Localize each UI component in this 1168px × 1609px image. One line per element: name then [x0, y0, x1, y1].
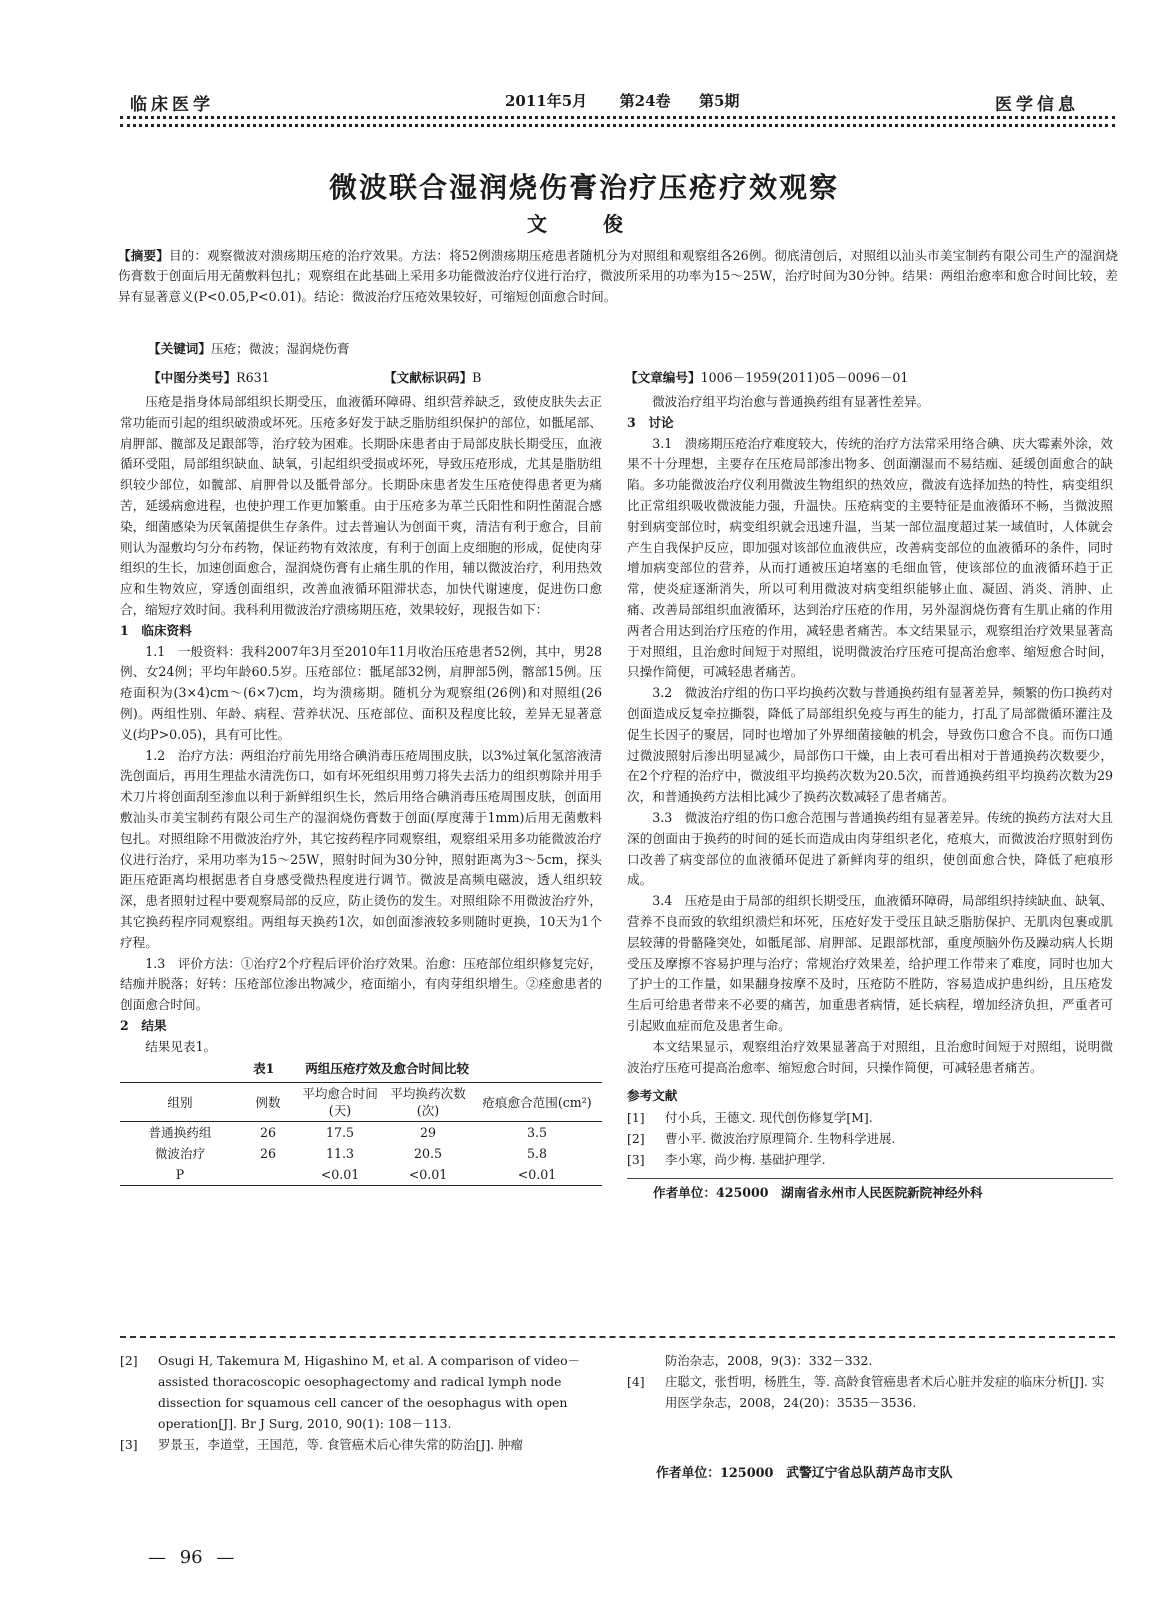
journal-name: 医学信息 — [995, 95, 1079, 115]
article-author: 文 俊 — [527, 212, 641, 236]
table-cell: 微波治疗 — [154, 1146, 206, 1162]
reference-number: [1] — [627, 1110, 645, 1126]
table-cell: 26 — [259, 1146, 277, 1162]
table-cell: <0.01 — [408, 1167, 448, 1183]
results-table — [120, 1082, 602, 1186]
reference-item — [120, 1434, 602, 1455]
table-cell: 普通换药组 — [148, 1125, 212, 1141]
reference-text: 曹小平. 微波治疗原理简介. 生物科学进展. — [665, 1131, 896, 1147]
classification-number — [148, 367, 270, 386]
keywords-label: 【关键词】 — [148, 341, 211, 356]
reference-item — [627, 1128, 1113, 1149]
references-list — [627, 1107, 1113, 1170]
reference-item — [627, 1149, 1113, 1170]
reference-text: 付小兵，王德文. 现代创伤修复学[M]. — [665, 1110, 873, 1126]
section-1-heading: 1 临床资料 — [120, 622, 192, 638]
reference-text: Osugi H, Takemura M, Higashino M, et al. A comparison of video－assisted thoracoscopic oesophagectomy and radical lymph node dissection for squamous cell cancer of the oesophagus with open operation[J]. Br J Surg, 2010, 90(1): 108－113. — [158, 1353, 580, 1431]
reference-number: [4] — [627, 1374, 645, 1389]
table-row — [120, 1164, 602, 1186]
issue-volume: 第24卷 — [619, 92, 671, 110]
table-cell: <0.01 — [320, 1167, 360, 1183]
section-2-text: 结果见表1。 — [145, 1038, 217, 1054]
reference-text: 李小寒，尚少梅. 基础护理学. — [665, 1152, 826, 1168]
article-separator — [120, 1336, 1115, 1338]
page-number-dash-right: — — [216, 1547, 235, 1568]
art-label: 【文章编号】 — [625, 370, 701, 385]
previous-article-references-left — [120, 1350, 602, 1455]
table-cell: 5.8 — [526, 1146, 548, 1162]
page-number — [148, 1547, 234, 1568]
section-3-heading: 3 讨论 — [627, 414, 674, 430]
section-3-2: 3.2 微波治疗组的伤口平均换药次数与普通换药组有显著差异，频繁的伤口换药对创面造成反复牵拉撕裂，降低了局部组织免疫与再生的能力，打乱了局部微循环灌注及促生长因子的聚居，同时也增加了外界细菌接触的机会，导致伤口愈合不良。而伤口通过微波照射后渗出明显减少，局部伤口干燥，由上表可看出相对于普通换药次数要少，在2个疗程的治疗中，微波组平均换药次数为20.5次，而普通换药组平均换药次数为29次，和普通换药方法相比减少了换药次数减轻了患者痛苦。 — [627, 685, 1113, 805]
cls-label: 【中图分类号】 — [148, 370, 237, 385]
right-column — [627, 392, 1113, 1204]
table-header: 平均换药次数(次) — [390, 1086, 466, 1119]
article-number — [625, 367, 908, 386]
reference-number: [2] — [627, 1131, 645, 1147]
reference-number: [3] — [627, 1152, 645, 1168]
keywords — [148, 338, 350, 357]
abstract — [118, 246, 1118, 307]
table-row — [120, 1122, 602, 1144]
table-cell: 17.5 — [325, 1125, 355, 1141]
table-header: 例数 — [255, 1094, 281, 1110]
header-rule-top — [120, 116, 1115, 119]
cls-value: R631 — [236, 370, 270, 385]
table-body — [120, 1122, 602, 1186]
section-2-heading: 2 结果 — [120, 1017, 167, 1033]
table-cell: 29 — [419, 1125, 437, 1141]
section-1-2: 1.2 治疗方法：两组治疗前先用络合碘消毒压疮周围皮肤，以3%过氧化氢溶液清洗创面后，再用生理盐水清洗伤口，如有坏死组织用剪刀将失去活力的组织剪除并用手术刀片将创面刮至渗血以利于新鲜组织生长，然后用络合碘消毒压疮周围皮肤，创面用敷汕头市美宝制药有限公司生产的湿润烧伤膏数于创面(厚度薄于1mm)后用无菌敷料包扎。对照组除不用微波治疗外，其它按药程序同观察组，观察组采用多功能微波治疗仪进行治疗，采用功率为15～25W，照射时间为30分钟，照射距离为3～5cm，探头距压疮距离均根据患者自身感受微热程度进行调节。微波是高频电磁波，透人组织较深，患者照射过程中要观察局部的反应，防止烫伤的发生。对照组除不用微波治疗外，其它换药程序同观察组。两组每天换药1次，如创面渗液较多则随时更换，10天为1个疗程。 — [120, 747, 602, 950]
reference-number: [3] — [120, 1437, 138, 1452]
section-3-4: 3.4 压疮是由于局部的组织长期受压，血液循环障碍，局部组织持续缺血、缺氧、营养不良而致的软组织溃烂和坏死，压疮好发于受压且缺乏脂肪保护、无肌肉包裹或肌层较薄的骨骼隆突处，如骶尾部、肩胛部、足跟部枕部，重度颅脑外伤及躁动病人长期受压及摩擦不容易护理与治疗；常规治疗效果差，给护理工作带来了难度，同时也加大了护士的工作量，如果翻身按摩不及时，压疮防不胜防，容易造成护患纠纷，且压疮发生后可给患者带来不必要的痛苦，加重患者病情，延长病程，增加经济负担，严重者可引起败血症而危及患者生命。 — [627, 893, 1113, 1033]
table-row — [120, 1143, 602, 1164]
issue-date: 2011年5月 — [505, 92, 588, 110]
abstract-text: 目的：观察微波对溃疡期压疮的治疗效果。方法：将52例溃疡期压疮患者随机分为对照组和观察组各26例。彻底清创后，对照组以汕头市美宝制药有限公司生产的湿润烧伤膏数于创面后用无菌敷料包扎；观察组在此基础上采用多功能微波治疗仪进行治疗，微波所采用的功率为15～25W，治疗时间为30分钟。结果：两组治愈率和愈合时间比较，差异有显著意义(P<0.05,P<0.01)。结论：微波治疗压疮效果较好，可缩短创面愈合时间。 — [118, 248, 1118, 304]
previous-article-references-right — [627, 1350, 1113, 1413]
reference-number: [2] — [120, 1353, 138, 1368]
journal-section-label: 临床医学 — [130, 95, 214, 115]
reference-text: 庄聪文，张哲明，杨胜生，等. 高龄食管癌患者术后心脏并发症的临床分析[J]. 实用医学杂志，2008，24(20)：3535－3536. — [665, 1374, 1105, 1410]
document-code — [384, 367, 481, 386]
table-cell: 26 — [259, 1125, 277, 1141]
section-3-3: 3.3 微波治疗组的伤口愈合范围与普通换药组有显著差异。传统的换药方法对大且深的创面由于换药的时间的延长而造成由肉芽组织老化，疮痕大，而微波治疗照射到伤口改善了病变部位的血液循环促进了新鲜肉芽的组织，使创面愈合快，降低了疤痕形成。 — [627, 809, 1113, 888]
references-list — [627, 1371, 1113, 1413]
section-1-1: 1.1 一般资料：我科2007年3月至2010年11月收治压疮患者52例，其中，男28例、女24例；平均年龄60.5岁。压疮部位：骶尾部32例，肩胛部5例，髂部15例。压疮面积为(3×4)cm～(6×7)cm，均为溃疡期。随机分为观察组(26例)和对照组(26例)。两组性别、年龄、病程、营养状况、压疮部位、面积及程度比较，差异无显著意义(均P>0.05)，具有可比性。 — [120, 643, 602, 742]
conclusion-paragraph: 本文结果显示，观察组治疗效果显著高于对照组，且治愈时间短于对照组，说明微波治疗压疮可提高治愈率、缩短愈合时间，只操作简便，可减轻患者痛苦。 — [627, 1038, 1113, 1075]
table-caption-text: 两组压疮疗效及愈合时间比较 — [305, 1060, 469, 1076]
reference-text: 罗景玉，李道堂，王国范，等. 食管癌术后心律失常的防治[J]. 肿瘤 — [158, 1437, 523, 1452]
page-number-dash-left: — — [148, 1547, 166, 1568]
table-cell: 20.5 — [413, 1146, 443, 1162]
doc-label: 【文献标识码】 — [384, 370, 473, 385]
header-rule-bottom — [120, 124, 1115, 127]
page-number-value: 96 — [179, 1547, 203, 1568]
table-header: 疮痕愈合范围(cm²) — [482, 1094, 592, 1110]
art-value: 1006－1959(2011)05－0096－01 — [700, 370, 909, 385]
keywords-text: 压疮；微波；湿润烧伤膏 — [210, 341, 350, 356]
table-caption-number: 表1 — [253, 1060, 275, 1076]
article-title: 微波联合湿润烧伤膏治疗压疮疗效观察 — [328, 171, 839, 204]
author-affiliation: 作者单位：425000 湖南省永州市人民医院新院神经外科 — [627, 1178, 1113, 1204]
previous-article-affiliation: 作者单位：125000 武警辽宁省总队葫芦岛市支队 — [656, 1466, 953, 1481]
section-1-3: 1.3 评价方法：①治疗2个疗程后评价治疗效果。治愈：压疮部位组织修复完好，结痂并脱落；好转：压疮部位渗出物减少，疮面缩小，有肉芽组织增生。②痊愈患者的创面愈合时间。 — [120, 955, 602, 1013]
table-cell — [240, 1164, 296, 1186]
abstract-label: 【摘要】 — [118, 248, 169, 263]
table-caption — [120, 1059, 602, 1080]
table-cell: 11.3 — [325, 1146, 355, 1162]
intro-paragraph: 压疮是指身体局部组织长期受压，血液循环障碍、组织营养缺乏，致使皮肤失去正常功能而引起的组织破溃或坏死。压疮多好发于缺乏脂肪组织保护的部位，如骶尾部、肩胛部、髋部及足跟部等，治疗较为困难。长期卧床患者由于局部皮肤长期受压，血液循环受阻，局部组织缺血、缺氧，引起组织受损或坏死，导致压疮形成，尤其是脂肪组织较少部位，如髋部、肩胛骨以及骶骨部分。长期卧床患者发生压疮使得患者更为痛苦，延缓病愈进程，也使护理工作更加繁重。由于压疮多为革兰氏阳性和阴性菌混合感染，细菌感染为厌氧菌提供生存条件。过去普遍认为创面干爽，清洁有利于愈合，目前则认为湿敷均匀分布药物，保证药物有效浓度，有利于创面上皮细胞的形成，促使肉芽组织的生长，加速创面愈合，湿润烧伤膏有止痛生肌的作用，辅以微波治疗，利用热效应和生物效应，穿透创面组织，改善血液循环阻滞状态，加快代谢速度，促进伤口愈合，缩短疗效时间。我科利用微波治疗溃疡期压疮，效果较好，现报告如下： — [120, 394, 602, 617]
table-header: 平均愈合时间(天) — [302, 1086, 378, 1119]
reference-item — [627, 1107, 1113, 1128]
result-continuation: 微波治疗组平均治愈与普通换药组有显著性差异。 — [652, 394, 930, 409]
issue-number: 第5期 — [699, 92, 740, 110]
table-cell: 3.5 — [526, 1125, 548, 1141]
table-cell: <0.01 — [517, 1167, 557, 1183]
reference-continuation: 防治杂志，2008，9(3)：332－332. — [665, 1353, 873, 1368]
issue-info — [505, 90, 739, 111]
doc-value: B — [472, 370, 482, 385]
reference-item — [120, 1350, 602, 1434]
section-3-1: 3.1 溃疡期压疮治疗难度较大，传统的治疗方法常采用络合碘、庆大霉素外涂，效果不十分理想，主要存在压疮局部渗出物多、创面潮湿而不易结痂、延缓创面愈合的缺陷。多功能微波治疗仪利用微波生物组织的热效应，微波有选择加热的特性，病变组织比正常组织吸收微波能力强，升温快。压疮病变的主要特征是血液循环不畅，当微波照射到病变部位时，病变组织就会迅速升温，当某一部位温度超过某一域值时，人体就会产生自我保护反应，即加强对该部位血液供应，改善病变部位的血液循环的条件，同时增加病变部位的营养，从而打通被压迫堵塞的毛细血管，使该部位的血液循环趋于正常，使炎症逐渐消失，所以可利用微波对病变组织能够止血、凝固、消炎、消肿、止痛、改善局部组织血液循环，达到治疗压疮的作用，另外湿润烧伤膏有生肌止痛的作用两者合用达到治疗压疮的作用，减轻患者痛苦。本文结果显示，观察组治疗效果显著高于对照组，且治愈时间短于对照组，说明微波治疗压疮可提高治愈率、缩短愈合时间，只操作简便，可减轻患者痛苦。 — [627, 435, 1113, 680]
table-cell: P — [175, 1167, 185, 1183]
table-header: 组别 — [167, 1094, 193, 1110]
references-heading: 参考文献 — [627, 1088, 678, 1104]
left-column — [120, 392, 602, 1186]
reference-item — [627, 1371, 1113, 1413]
